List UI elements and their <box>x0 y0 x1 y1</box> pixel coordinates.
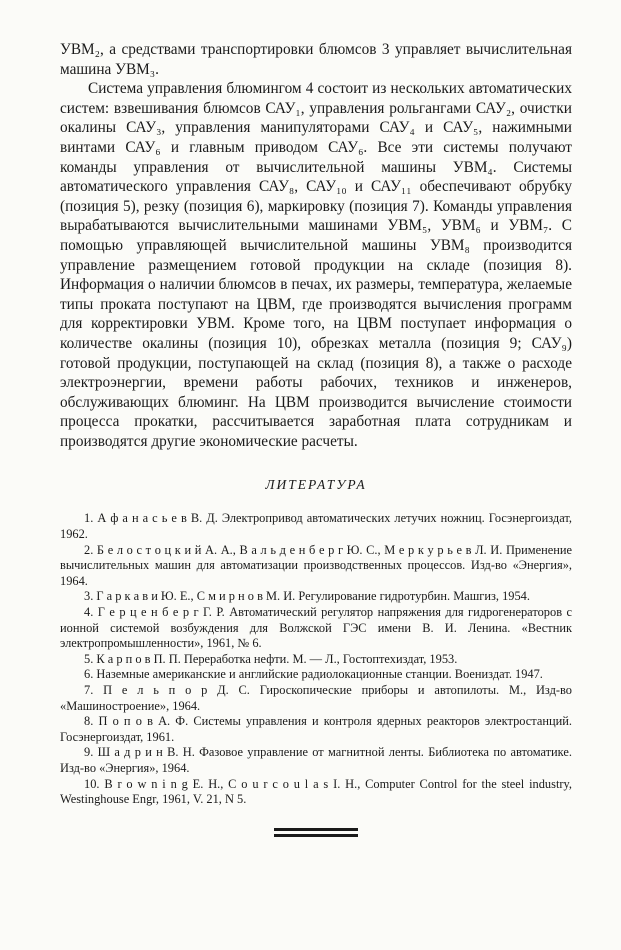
reference-item: 3. Г а р к а в и Ю. Е., С м и р н о в М. И. Регулирование гидротурбин. Машгиз, 1954. <box>84 589 530 604</box>
reference-item: 7. П е л ь п о р Д. С. Гироскопические приборы и автопилоты. М., Изд-во «Машиностроение», 1964. <box>60 683 572 713</box>
reference-item: 10. B r o w n i n g E. H., C o u r c o u l a s I. H., Computer Control for the steel industry, Westinghouse Engr, 1961, V. 21, N 5. <box>60 776 572 807</box>
reference-item: 8. П о п о в А. Ф. Системы управления и контроля ядерных реакторов электростанций. Госэнергоиздат, 1961. <box>60 714 572 744</box>
body-paragraph-blooming-control: Система управления блюмингом 4 состоит из нескольких автоматических систем: взвешивания блюмсов САУ₁, управления рольгангами САУ₂, очистки окалины САУ₃, управления манипуляторами САУ₄ и САУ₅, нажимными винтами САУ₆ и главным приводом САУ₆. Все эти системы получают команды управления от вычислительной машины УВМ₄. Системы автоматического управления САУ₈, САУ₁₀ и САУ₁₁ обеспечивают обрубку (позиция 5), резку (позиция 6), маркировку (позиция 7). Команды управления вырабатываются вычислительными машинами УВМ₅, УВМ₆ и УВМ₇. С помощью управляющей вычислительной машины УВМ₈ производится управление размещением готовой продукции на складе (позиция 8). Информация о наличии блюмсов в печах, их размеры, температура, желаемые типы проката поступают на ЦВМ, где производятся вычисления программ для корректировки УВМ. Кроме того, на ЦВМ поступает информация о количестве окалины (позиция 10), обрезках металла (позиция 9; САУ₉) готовой продукции, поступающей на склад (позиция 8), а также о расходе электроэнергии, времени работы рабочих, техников и инженеров, обслуживающих блюминг. На ЦВМ производится вычисление стоимости процесса прокатки, рассчитывается заработная плата сотрудникам и производятся другие экономические расчеты. <box>60 80 572 450</box>
reference-item: 5. К а р п о в П. П. Переработка нефти. М. — Л., Гостоптехиздат, 1953. <box>84 651 458 666</box>
reference-item: 6. Наземные американские и английские радиолокационные станции. Воениздат. 1947. <box>84 667 543 682</box>
reference-item: 9. Ш а д р и н В. Н. Фазовое управление от магнитной ленты. Библиотека по автоматике. Изд-во «Энергия», 1964. <box>60 745 572 775</box>
body-paragraph-continuation: УВМ₂, а средствами транспортировки блюмсов 3 управляет вычислительная машина УВМ₃. <box>60 41 572 78</box>
reference-list <box>60 511 572 807</box>
document-page <box>60 40 572 808</box>
reference-item: 4. Г е р ц е н б е р г Г. Р. Автоматический регулятор напряжения для гидрогенераторов с ионной системой возбуждения для Волжской ГЭС имени В. И. Ленина. «Вестник электропромышленности», 1961, № 6. <box>60 605 572 651</box>
literature-heading: ЛИТЕРАТУРА <box>265 477 367 493</box>
end-of-chapter-rule <box>274 828 358 840</box>
rule-line <box>274 834 358 837</box>
reference-item: 1. А ф а н а с ь е в В. Д. Электропривод автоматических летучих ножниц. Госэнергоиздат, 1962. <box>60 511 572 542</box>
rule-line <box>274 828 358 831</box>
reference-item: 2. Б е л о с т о ц к и й А. А., В а л ь д е н б е р г Ю. С., М е р к у р ь е в Л. И. Применение вычислительных машин для автоматизации производственных процессов. Изд-во «Энергия», 1964. <box>60 542 572 588</box>
